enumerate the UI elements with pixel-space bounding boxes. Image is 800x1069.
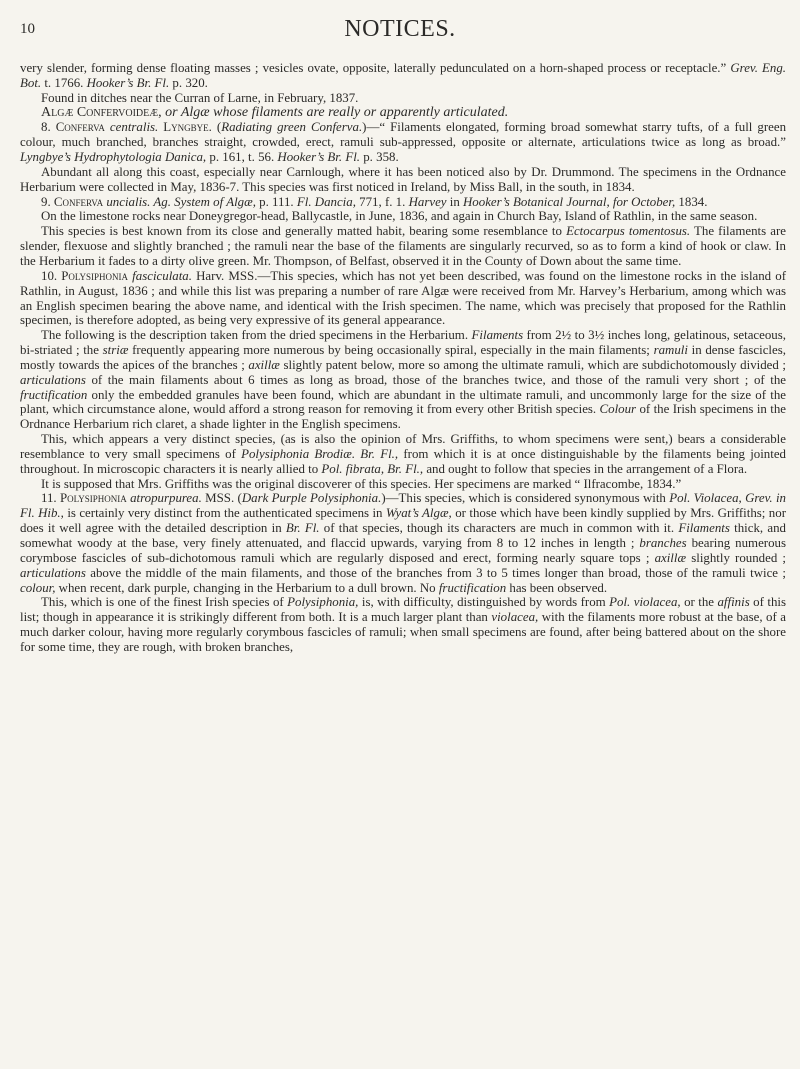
species-reference: Polysiphonia,	[287, 595, 359, 610]
species-epithet: fasciculata.	[128, 268, 192, 283]
text-run: bearing numerous corymbose fascicles of sub-dichotomous ramuli which are regularly disposed and erect, forming nearly square tops ;	[20, 536, 786, 565]
term: fructification	[20, 387, 88, 402]
heading-description: whose filaments are really or apparently articulated.	[213, 104, 509, 120]
genus-name: Conferva	[53, 194, 104, 209]
species-10-paragraph	[20, 269, 786, 328]
text-run: or the	[680, 595, 718, 610]
species-8-paragraph	[20, 120, 786, 165]
text-run: (	[211, 120, 222, 135]
text-run: from 2½ to 3½ inches long, gelatinous, setaceous, bi-striated ; the	[20, 328, 786, 358]
term: Filaments	[678, 521, 730, 536]
term: axillæ	[654, 550, 687, 565]
text-run: of this list; though in appearance it is strikingly different from both. It is a much larger plant than	[20, 595, 786, 625]
term: colour,	[20, 580, 56, 595]
species-number: 8.	[41, 120, 56, 135]
text-run: in	[446, 194, 463, 209]
text-run: Harv. MSS.—This species, which has not yet been described, was found on the limestone rocks in the island of Rathlin, in August, 1836 ; and while this list was preparing a number of rare Algæ were received from Mr. Harvey’s Herbarium, among which was an English specimen bearing the above name, and identical with the Irish specimen. The name, which was precisely that proposed for the Rathlin specimen, is therefore adopted, as being very expressive of its general appearance.	[20, 268, 787, 328]
species-8-notes: Abundant all along this coast, especially near Carnlough, where it has been noticed also by Dr. Drummond. The specimens in the Ordnance Herbarium were collected in May, 1836-7. This species was first noticed in Ireland, by Miss Ball, in the south, in 1834.	[20, 164, 786, 194]
text-run: of the main filaments about 6 times as long as broad, those of the branches twice, and those of the ramuli very short ; of the	[85, 372, 786, 387]
text-run: t. 1766.	[41, 75, 87, 90]
text-run: from which it is at once distinguishable by the filaments being jointed throughout. In microscopic characters it is nearly allied to	[20, 446, 786, 476]
species-epithet: centralis.	[104, 120, 164, 135]
term: striæ	[102, 343, 129, 358]
term: Colour	[599, 402, 637, 417]
text-run: p. 161, t. 56.	[206, 150, 278, 165]
citation: Hooker’s Br. Fl.	[86, 75, 170, 90]
text-run: is, with difficulty, distinguished by words from	[358, 595, 610, 610]
species-9-paragraph	[20, 195, 786, 210]
term: articulations	[20, 565, 86, 580]
text-run: The filaments are slender, flexuose and slightly branched ; the ramuli near the base of the filaments are singularly recurved, so as to form a kind of hook or claw. In the Herbarium it fades to a dirty olive green. Mr. Thompson, of Belfast, observed it in the County of Down about the same time.	[20, 224, 786, 268]
text-run: p. 358.	[360, 150, 399, 165]
citation: Ag. System of Algæ,	[153, 194, 256, 209]
intro-paragraph	[20, 61, 786, 91]
species-reference: Polysiphonia Brodiæ. Br. Fl.,	[241, 446, 399, 461]
species-number: 11.	[41, 491, 60, 506]
article-body	[20, 61, 786, 655]
text-run: MSS. (	[201, 491, 242, 506]
species-9-locality: On the limestone rocks near Doneygregor-head, Ballycastle, in June, 1836, and again in Church Bay, Island of Rathlin, in the same season.	[41, 209, 758, 224]
genus-name: Polysiphonia	[59, 491, 127, 506]
text-run: of the Irish specimens in the Ordnance Herbarium rich claret, a shade lighter in the English specimens.	[20, 402, 786, 432]
text-run: This, which is one of the finest Irish species of	[41, 595, 288, 610]
text-run: frequently appearing more numerous by being occasionally spiral, especially in the main filaments;	[128, 343, 654, 358]
authority: Lyngbye.	[163, 120, 212, 135]
text-run: slightly patent below, more so among the ultimate ramuli, which are subdichotomously divided ;	[279, 357, 786, 372]
term: branches	[639, 536, 687, 550]
species-epithet: atropurpurea.	[126, 491, 202, 506]
text-run: and ought to follow that species in the arrangement of a Flora.	[423, 461, 748, 476]
term: fructification	[438, 580, 507, 595]
text-run: thick, and somewhat woody at the base, very finely attenuated, and flaccid upwards, varying from 8 to 12 inches in length ;	[20, 521, 786, 550]
species-11-comparison	[20, 595, 786, 654]
species-reference: violacea,	[491, 610, 539, 625]
common-name: Dark Purple Polysiphonia.	[241, 491, 382, 506]
citation: Lyngbye’s Hydrophytologia Danica,	[20, 150, 207, 165]
citation: Grev. Eng. Bot.	[20, 61, 786, 90]
text-run: The following is the description taken from the dried specimens in the Herbarium.	[41, 328, 472, 343]
species-10-description	[20, 328, 786, 432]
species-reference: affinis	[717, 595, 750, 610]
citation: Hooker’s Br. Fl.	[277, 150, 361, 165]
page-number: 10	[20, 21, 35, 37]
species-reference: Ectocarpus tomentosus.	[566, 224, 691, 239]
text-run: p. 320.	[169, 75, 208, 90]
text-run: )—“ Filaments elongated, forming broad somewhat starry tufts, of a full green colour, much branched, branches straight, crowded, erect, ramuli sub-appressed, opposite or alternate, articulations twice as long as broad.”	[20, 120, 787, 150]
text-run: This species is best known from its close and generally matted habit, bearing some resemblance to	[41, 224, 567, 239]
text-run: )—This species, which is considered synonymous with	[381, 491, 670, 506]
text-run: above the middle of the main filaments, and those of the branches from 3 to 5 times longer than broad, those of the ramuli twice ;	[85, 565, 786, 580]
species-10-comparison	[20, 432, 786, 477]
text-run: when recent, dark purple, changing in the Herbarium to a dull brown. No	[55, 580, 439, 595]
species-11-paragraph	[20, 491, 786, 595]
citation: Br. Fl.	[285, 521, 320, 536]
citation: Hooker’s Botanical Journal, for October,	[463, 194, 676, 209]
running-header	[0, 16, 800, 46]
heading-term: Algæ Confervoideæ,	[41, 104, 162, 120]
locality-paragraph: Found in ditches near the Curran of Larne, in February, 1837.	[41, 90, 359, 105]
text-run: This, which appears a very distinct species, (as is also the opinion of Mrs. Griffiths, to whom specimens were sent,) bears a considerable resemblance to very small specimens of	[20, 432, 786, 461]
citation: Harvey	[408, 194, 447, 209]
text-run: is certainly very distinct from the authenticated specimens in	[63, 506, 386, 521]
text-run: slightly rounded ;	[686, 550, 786, 565]
species-number: 9.	[41, 194, 54, 209]
term: ramuli	[653, 343, 688, 358]
citation: Wyat’s Algæ,	[385, 506, 452, 521]
term: axillæ	[248, 357, 280, 372]
species-epithet: uncialis.	[103, 194, 154, 209]
common-name: Radiating green Conferva.	[221, 120, 363, 135]
heading-conjunction: or Algæ	[161, 104, 214, 120]
species-reference: Pol. Violacea, Grev. in Fl. Hib.,	[20, 491, 786, 521]
text-run: very slender, forming dense floating masses ; vesicles ovate, opposite, laterally pedunculated on a horn-shaped process or receptacle.”	[20, 61, 731, 75]
text-run: 1834.	[675, 194, 708, 209]
citation: Fl. Dancia,	[296, 194, 356, 209]
text-run: or those which have been kindly supplied by Mrs. Griffiths; nor does it well agree with the detailed description in	[20, 506, 786, 536]
species-reference: Pol. violacea,	[609, 595, 681, 610]
genus-name: Polysiphonia	[61, 268, 129, 283]
text-run: only the embedded granules have been found, which are abundant in the ultimate ramuli, and uncommonly large for the size of the plant, which circumstance alone, would afford a strong reason for removing it from every other British species.	[20, 387, 786, 417]
species-number: 10.	[41, 268, 62, 283]
text-run: of that species, though its characters are much in common with it.	[319, 521, 679, 536]
text-run: 771, f. 1.	[355, 194, 409, 209]
text-run: p. 111.	[255, 194, 297, 209]
species-reference: Pol. fibrata, Br. Fl.,	[321, 461, 424, 476]
species-9-notes	[20, 224, 786, 269]
genus-name: Conferva	[55, 120, 105, 135]
running-title: NOTICES.	[344, 16, 456, 42]
text-run: has been observed.	[506, 580, 608, 595]
species-10-discoverer: It is supposed that Mrs. Griffiths was the original discoverer of this species. Her specimens are marked “ Ilfracombe, 1834.”	[41, 476, 682, 491]
text-run: with the filaments more robust at the base, of a much darker colour, having more regularly corymbous fascicles of ramuli; when small specimens are found, after being battered about on the shore for some time, they are rough, with broken branches,	[20, 610, 786, 654]
term: articulations	[20, 372, 86, 387]
term: Filaments	[471, 328, 524, 343]
section-heading	[20, 106, 786, 121]
text-run: in dense fascicles, mostly towards the apices of the branches ;	[20, 343, 786, 372]
